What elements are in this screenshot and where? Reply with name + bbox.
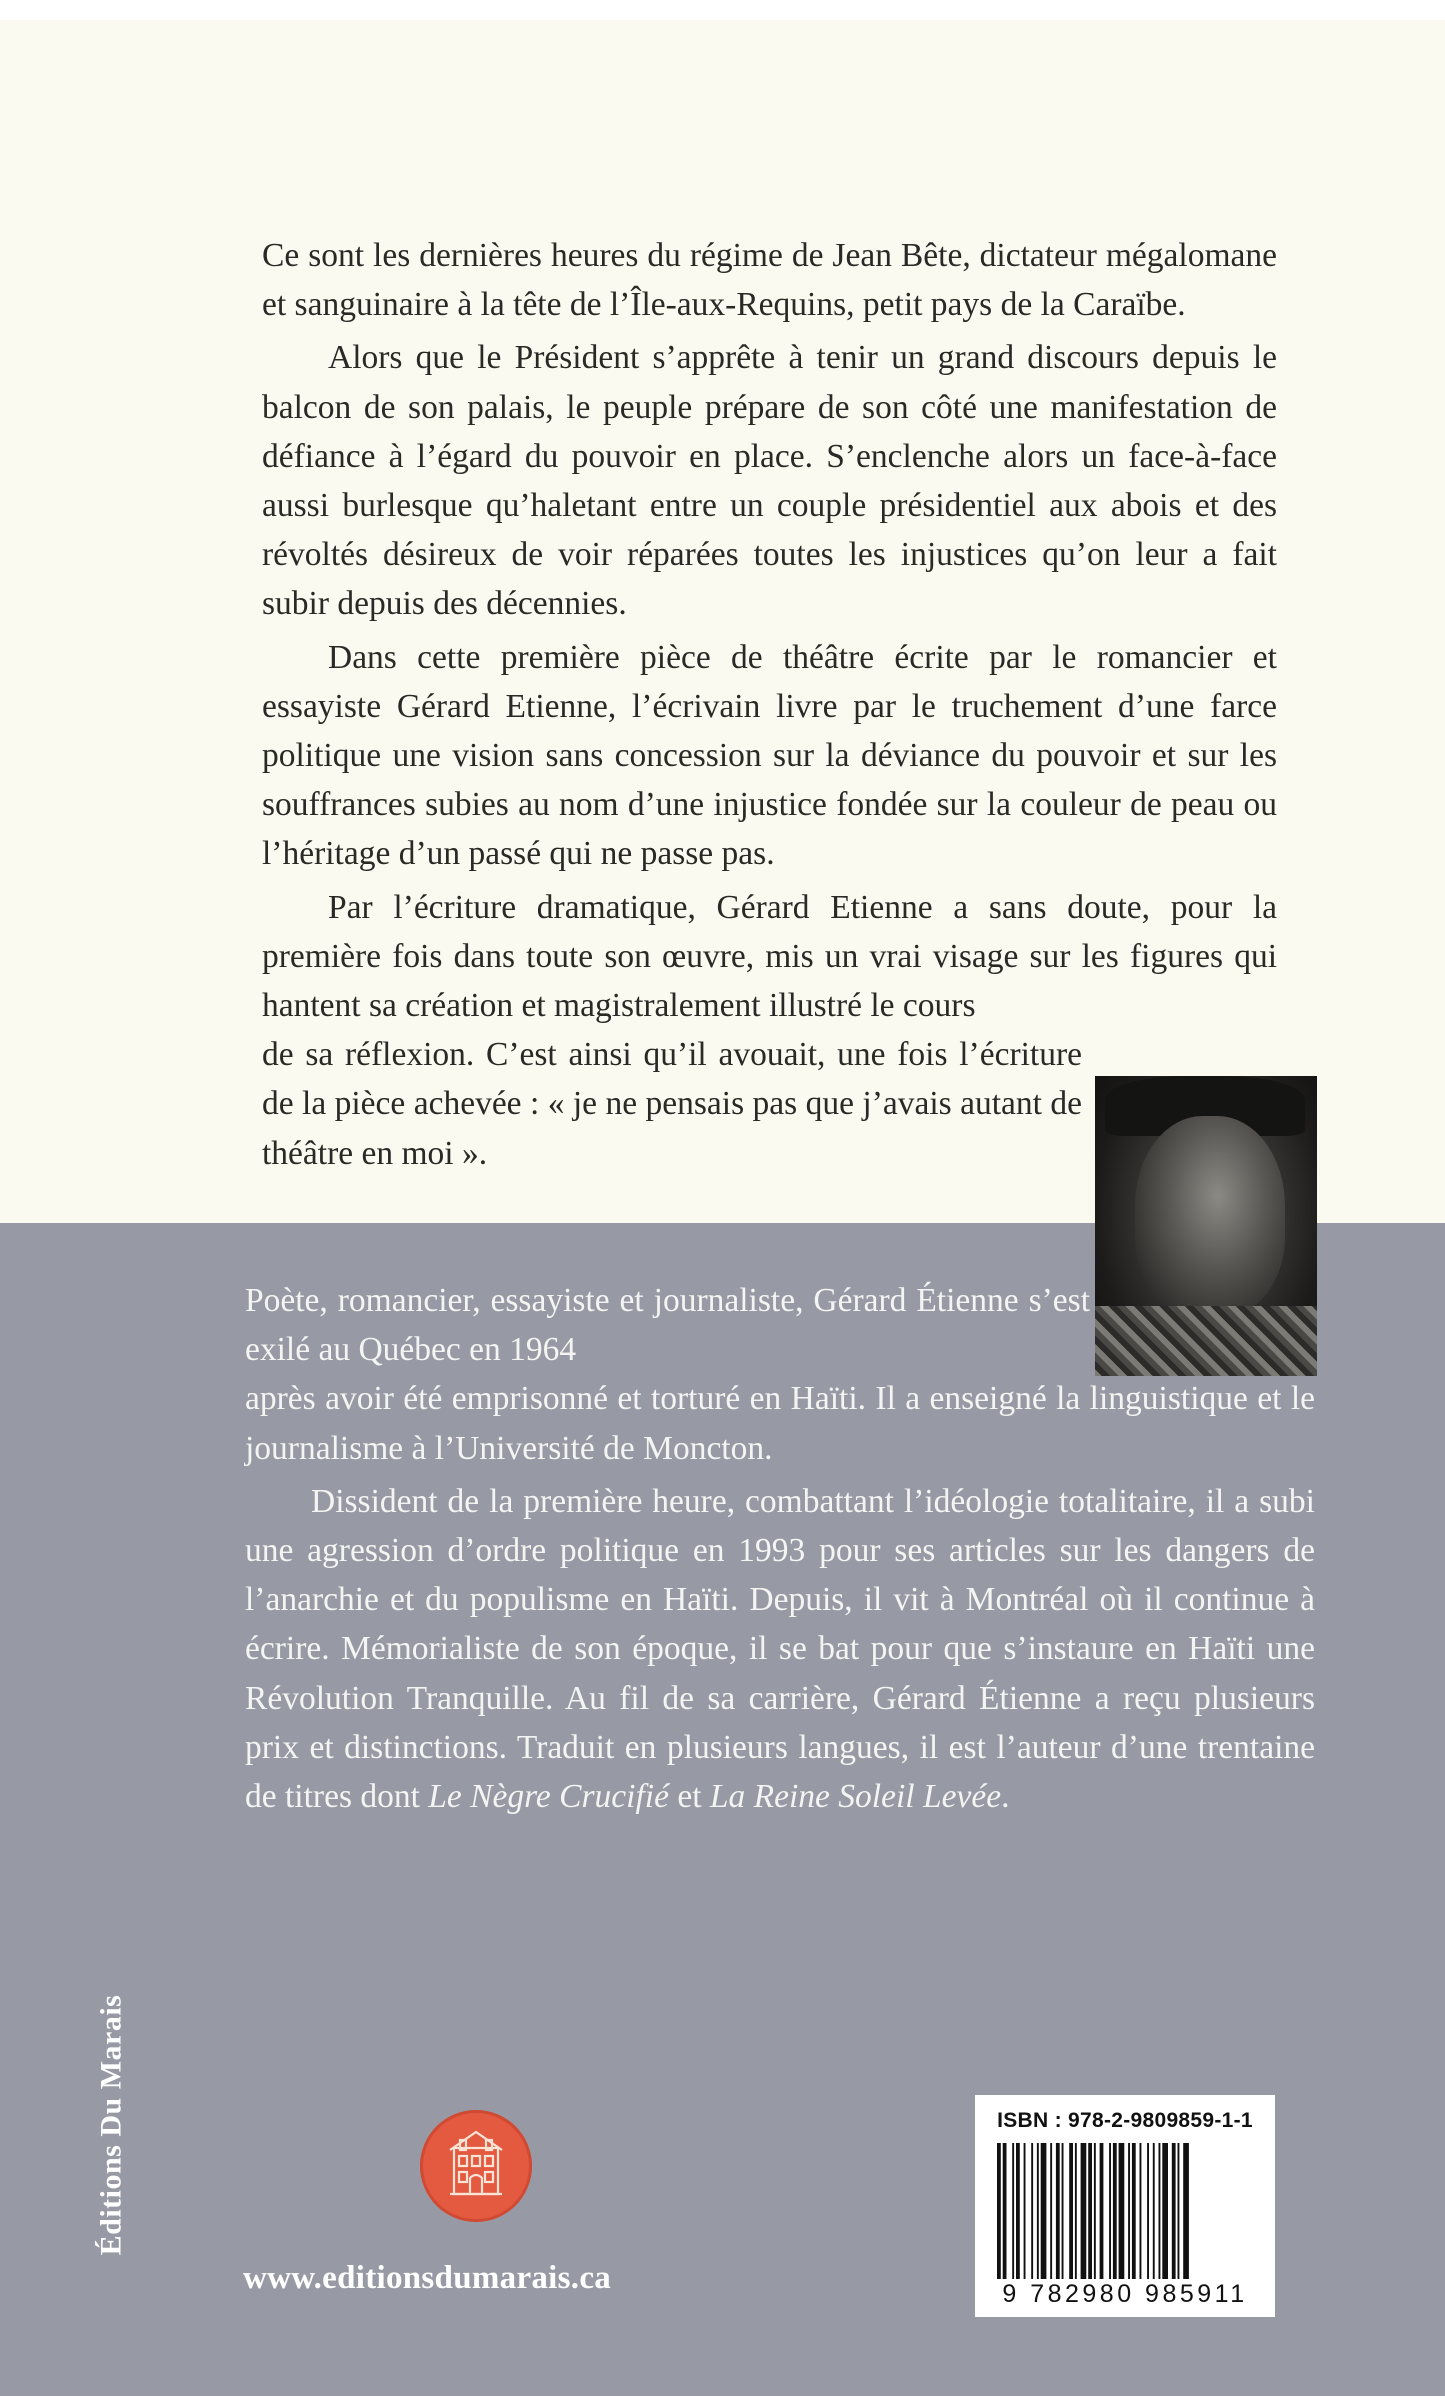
barcode-bar xyxy=(1024,2143,1026,2279)
bio-end: . xyxy=(1001,1778,1010,1816)
synopsis-paragraph-3: Dans cette première pièce de théâtre écrite par le romancier et essayiste Gérard Etienne, l’écrivain livre par le truchement d’une farce politique une vision sans concession sur la déviance du pouvoir et sur les souffrances subies au nom d’une injustice fondée sur la couleur de peau ou l’héritage d’un passé qui ne passe pas. xyxy=(262,638,1277,873)
barcode-bar xyxy=(1162,2143,1168,2279)
barcode-bar xyxy=(1081,2143,1087,2279)
isbn-label: ISBN : 978-2-9809859-1-1 xyxy=(997,2109,1253,2132)
barcode-bar xyxy=(1016,2143,1020,2279)
barcode-bar xyxy=(1037,2143,1039,2279)
barcode-bar xyxy=(997,2143,1001,2279)
publisher-logo xyxy=(420,2110,532,2222)
barcode-bar xyxy=(1128,2143,1130,2279)
publisher-spine-label xyxy=(86,1945,136,2305)
barcode-number: 9 782980 985911 xyxy=(1002,2280,1248,2308)
barcode-bar xyxy=(1159,2143,1161,2279)
synopsis-paragraph-2: Alors que le Président s’apprête à tenir un grand discours depuis le balcon de son palais, le peuple prépare de son côté une manifestation de défiance à l’égard du pouvoir en place. S’enclenche alors un face-à-face aussi burlesque qu’haletant entre un couple présidentiel aux abois et des révoltés désireux de voir réparées toutes les injustices qu’on leur a fait subir depuis des décennies. xyxy=(262,339,1277,623)
isbn-barcode xyxy=(975,2095,1275,2317)
barcode-bar xyxy=(1050,2143,1052,2279)
synopsis-paragraph-1: Ce sont les dernières heures du régime de Jean Bête, dictateur mégalomane et sanguinaire à la tête de l’Île-aux-Requins, petit pays de la Caraïbe. xyxy=(262,237,1277,324)
barcode-bar xyxy=(1109,2143,1111,2279)
barcode-bar xyxy=(1003,2143,1007,2279)
barcode-bar xyxy=(1056,2143,1060,2279)
synopsis-paragraph-4-end: de sa réflexion. C’est ainsi qu’il avouait, une fois l’écriture de la pièce achevée : « je ne pensais pas que j’avais autant de théâtre en moi ». xyxy=(262,1036,1082,1172)
bio-connector: et xyxy=(668,1778,710,1816)
barcode-bar xyxy=(1178,2143,1180,2279)
author-photo-face xyxy=(1135,1116,1285,1316)
barcode-bar xyxy=(1119,2143,1125,2279)
author-photo xyxy=(1095,1076,1317,1376)
building-icon xyxy=(420,2110,532,2222)
author-photo-shirt xyxy=(1095,1306,1317,1376)
barcode-bar xyxy=(1113,2143,1117,2279)
barcode-bar xyxy=(1100,2143,1104,2279)
publisher-name: Éditions Du Marais xyxy=(94,1994,127,2256)
barcode-bar xyxy=(1062,2143,1064,2279)
barcode-bar xyxy=(1140,2143,1142,2279)
barcode-bar xyxy=(1069,2143,1073,2279)
book-title-2: La Reine Soleil Levée xyxy=(709,1778,1002,1816)
barcode-bar xyxy=(1172,2143,1176,2279)
bio-paragraph-1-rest: après avoir été emprisonné et torturé en Haïti. Il a enseigné la linguistique et le journalisme à l’Université de Moncton. xyxy=(245,1380,1315,1467)
barcode-bar xyxy=(1088,2143,1092,2279)
book-title-1: Le Nègre Crucifié xyxy=(428,1778,669,1816)
barcode-bar xyxy=(1147,2143,1149,2279)
barcode-bar xyxy=(1075,2143,1077,2279)
barcode-bar xyxy=(1132,2143,1136,2279)
barcode-bar xyxy=(1012,2143,1014,2279)
bio-paragraph-2 xyxy=(245,1477,1315,1821)
barcode-bar xyxy=(1094,2143,1096,2279)
barcode-bar xyxy=(1153,2143,1155,2279)
barcode-bar xyxy=(1183,2143,1189,2279)
barcode-bar xyxy=(1031,2143,1033,2279)
synopsis-paragraph-4: Par l’écriture dramatique, Gérard Etienne a sans doute, pour la première fois dans toute son œuvre, mis un vrai visage sur les figures qui hantent sa création et magistralement illustré le cours xyxy=(262,888,1277,1025)
barcode-bars xyxy=(993,2143,1257,2279)
bio-paragraph-2-text: Dissident de la première heure, combattant l’idéologie totalitaire, il a subi une agression d’ordre politique en 1993 pour ses articles sur les dangers de l’anarchie et du populisme en Haïti. Depuis, il vit à Montréal où il continue à écrire. Mémorialiste de son époque, il se bat pour que s’instaure en Haïti une Révolution Tranquille. Au fil de sa carrière, Gérard Étienne a reçu plusieurs prix et distinctions. Traduit en plusieurs langues, il est l’auteur d’une trentaine de titres dont xyxy=(245,1482,1315,1816)
publisher-website: www.editionsdumarais.ca xyxy=(243,2260,612,2296)
bio-paragraph-1-start: Poète, romancier, essayiste et journaliste, Gérard Étienne s’est exilé au Québec en 1964 xyxy=(245,1282,1090,1369)
synopsis-text xyxy=(262,231,1277,1182)
barcode-bar xyxy=(1041,2143,1047,2279)
